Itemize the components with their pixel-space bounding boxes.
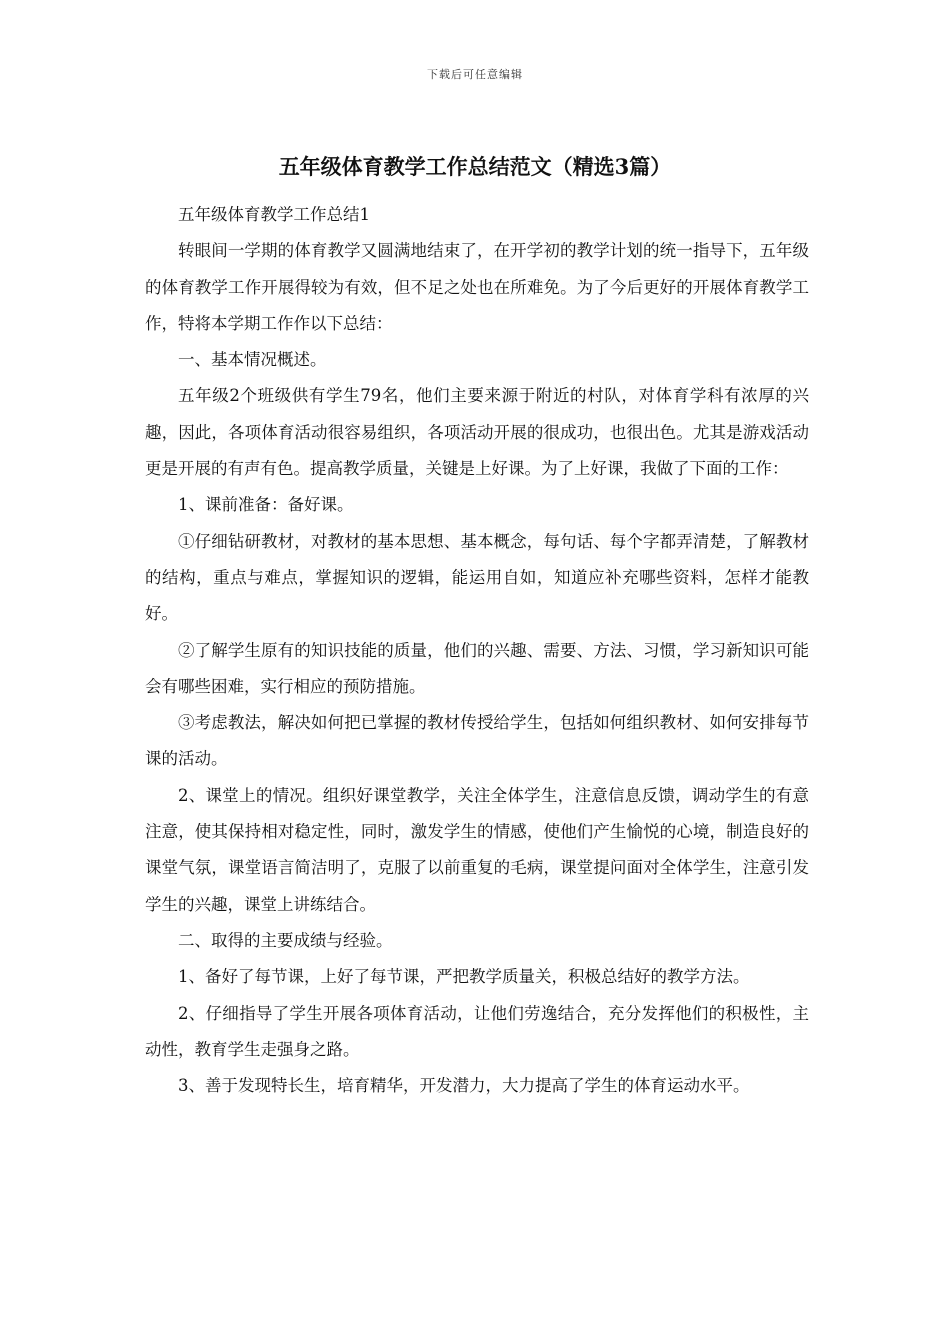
list-item-prep-1: ①仔细钻研教材，对教材的基本思想、基本概念，每句话、每个字都弄清楚，了解教材的结构，重点与难点，掌握知识的逻辑，能运用自如，知道应补充哪些资料，怎样才能教好。 bbox=[145, 531, 809, 624]
list-item-prep-3: ③考虑教法，解决如何把已掌握的教材传授给学生，包括如何组织教材、如何安排每节课的活动。 bbox=[145, 713, 809, 769]
list-item-achievement-1: 1、备好了每节课，上好了每节课，严把教学质量关，积极总结好的教学方法。 bbox=[178, 967, 750, 987]
document-body bbox=[145, 197, 809, 1104]
list-item-prep-2: ②了解学生原有的知识技能的质量，他们的兴趣、需要、方法、习惯，学习新知识可能会有哪些困难，实行相应的预防措施。 bbox=[145, 640, 809, 696]
section-heading-achievements: 二、取得的主要成绩与经验。 bbox=[178, 930, 393, 950]
document-title: 五年级体育教学工作总结范文（精选3篇） bbox=[278, 154, 672, 179]
list-item-achievement-2: 2、仔细指导了学生开展各项体育活动，让他们劳逸结合，充分发挥他们的积极性，主动性，教育学生走强身之路。 bbox=[145, 1003, 809, 1059]
list-item-prep: 1、课前准备：备好课。 bbox=[178, 495, 354, 515]
list-item-classroom: 2、课堂上的情况。组织好课堂教学，关注全体学生，注意信息反馈，调动学生的有意注意，使其保持相对稳定性，同时，激发学生的情感，使他们产生愉悦的心境，制造良好的课堂气氛，课堂语言简洁明了，克服了以前重复的毛病，课堂提问面对全体学生，注意引发学生的兴趣，课堂上讲练结合。 bbox=[145, 785, 809, 914]
section-heading-overview: 一、基本情况概述。 bbox=[178, 350, 327, 370]
paragraph-intro: 转眼间一学期的体育教学又圆满地结束了，在开学初的教学计划的统一指导下，五年级的体育教学工作开展得较为有效，但不足之处也在所难免。为了今后更好的开展体育教学工作，特将本学期工作作以下总结： bbox=[145, 241, 809, 333]
list-item-achievement-3: 3、善于发现特长生，培育精华，开发潜力，大力提高了学生的体育运动水平。 bbox=[178, 1076, 750, 1096]
paragraph-overview: 五年级2个班级供有学生79名，他们主要来源于附近的村队，对体育学科有浓厚的兴趣，因此，各项体育活动很容易组织，各项活动开展的很成功，也很出色。尤其是游戏活动更是开展的有声有色。提高教学质量，关键是上好课。为了上好课，我做了下面的工作： bbox=[145, 386, 809, 479]
header-note: 下载后可任意编辑 bbox=[427, 68, 523, 81]
section-heading-1: 五年级体育教学工作总结1 bbox=[178, 205, 370, 224]
